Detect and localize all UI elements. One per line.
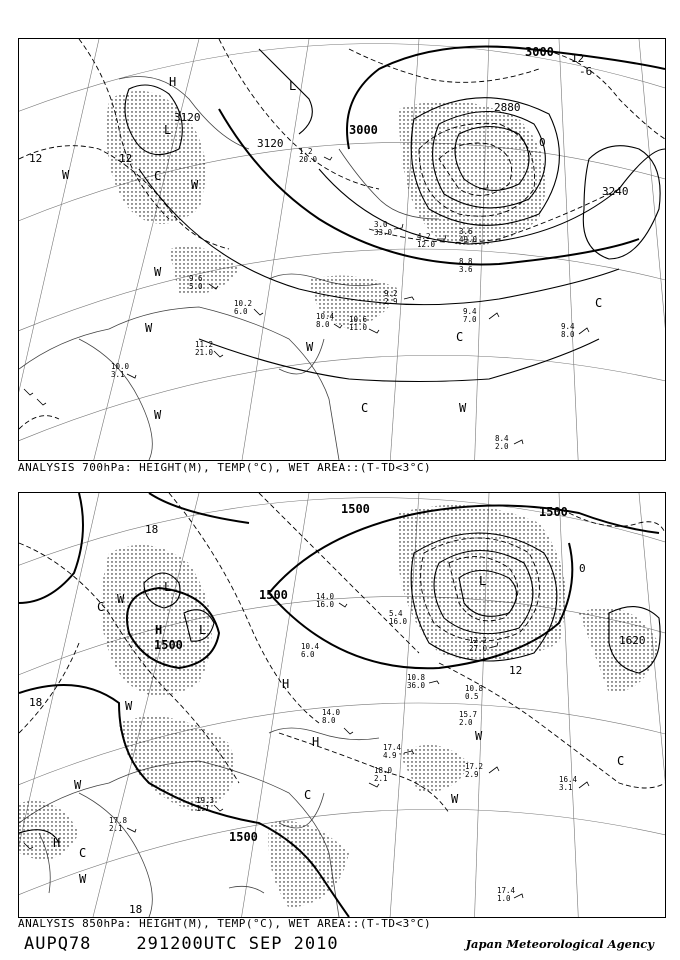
- svg-text:3.1: 3.1: [559, 783, 573, 792]
- warm-center: W: [154, 265, 162, 279]
- svg-text:27.0: 27.0: [469, 644, 488, 653]
- svg-text:21.0: 21.0: [195, 348, 214, 357]
- bulletin-code: AUPQ78: [24, 934, 92, 954]
- svg-text:10.6: 10.6: [349, 315, 368, 324]
- station-plot: [316, 592, 335, 609]
- svg-text:17.4: 17.4: [497, 886, 516, 895]
- contour-label: 1500: [539, 505, 568, 519]
- warm-center: W: [62, 168, 70, 182]
- station-plot: [495, 434, 509, 451]
- svg-text:6.0: 6.0: [301, 650, 315, 659]
- svg-text:12.0: 12.0: [417, 240, 436, 249]
- cold-center: C: [595, 296, 603, 310]
- svg-text:10.2: 10.2: [234, 299, 253, 308]
- contour-label: 1620: [619, 634, 646, 647]
- warm-center: W: [306, 340, 314, 354]
- svg-text:2.9: 2.9: [384, 297, 398, 306]
- low-center: L: [289, 79, 297, 93]
- svg-text:3.0: 3.0: [374, 220, 388, 229]
- svg-text:12.2: 12.2: [469, 636, 488, 645]
- warm-center: W: [475, 729, 483, 743]
- contour-label: 3240: [602, 185, 629, 198]
- svg-text:14.0: 14.0: [322, 708, 341, 717]
- bulletin-header: [24, 934, 339, 954]
- svg-text:5.4: 5.4: [389, 609, 403, 618]
- high-center: H: [282, 677, 290, 691]
- map-caption-850hpa: ANALYSIS 850hPa: HEIGHT(M), TEMP(°C), WET AREA::(T-TD<3°C): [18, 917, 432, 930]
- svg-text:10.4: 10.4: [301, 642, 320, 651]
- svg-text:9.2: 9.2: [384, 289, 398, 298]
- svg-text:9.4: 9.4: [463, 307, 477, 316]
- station-plot: [559, 775, 578, 792]
- contour-label: 0: [539, 136, 546, 149]
- svg-text:49.0: 49.0: [459, 235, 478, 244]
- contour-label: 3000: [349, 123, 378, 137]
- low-center: L: [164, 580, 172, 594]
- cold-center: C: [617, 754, 625, 768]
- map-panel-700hpa: [18, 38, 666, 461]
- high-center: H: [155, 623, 163, 637]
- cold-center: C: [79, 846, 87, 860]
- station-plot: [189, 274, 203, 291]
- svg-text:0.5: 0.5: [465, 692, 479, 701]
- svg-text:17.8: 17.8: [109, 816, 128, 825]
- station-plot: [299, 147, 318, 164]
- svg-text:4.9: 4.9: [383, 751, 397, 760]
- contour-label: 1500: [259, 588, 288, 602]
- svg-text:2.9: 2.9: [465, 770, 479, 779]
- contour-label: 1500: [229, 830, 258, 844]
- svg-text:5.0: 5.0: [189, 282, 203, 291]
- station-plot: [234, 299, 252, 316]
- station-plot: [374, 220, 393, 237]
- svg-text:33.0: 33.0: [374, 228, 393, 237]
- high-center: H: [53, 836, 61, 850]
- svg-text:2.0: 2.0: [459, 718, 473, 727]
- svg-text:1.2: 1.2: [299, 147, 313, 156]
- station-plot: [465, 762, 483, 779]
- station-plot: [459, 710, 477, 727]
- svg-text:20.0: 20.0: [299, 155, 318, 164]
- contour-label: 2880: [494, 101, 521, 114]
- svg-text:10.0: 10.0: [111, 362, 130, 371]
- contour-label: 18: [29, 696, 43, 709]
- warm-center: W: [125, 699, 133, 713]
- svg-text:9.6: 9.6: [189, 274, 203, 283]
- height-contours: [125, 47, 665, 382]
- svg-text:16.0: 16.0: [389, 617, 408, 626]
- low-center: L: [199, 623, 207, 637]
- contour-label: -6: [579, 65, 593, 78]
- svg-text:1.0: 1.0: [497, 894, 511, 903]
- cold-center: C: [456, 330, 464, 344]
- bulletin-datetime: 291200UTC SEP 2010: [136, 934, 339, 954]
- warm-center: W: [451, 792, 459, 806]
- cold-center: C: [97, 600, 105, 614]
- station-plot: [384, 289, 398, 306]
- svg-text:6.0: 6.0: [234, 307, 248, 316]
- svg-text:17.4: 17.4: [383, 743, 402, 752]
- svg-text:11.0: 11.0: [349, 323, 368, 332]
- svg-text:8.0: 8.0: [316, 320, 330, 329]
- station-plot: [463, 307, 477, 324]
- svg-text:2.1: 2.1: [109, 824, 123, 833]
- contour-label: 12: [119, 152, 133, 165]
- warm-center: W: [79, 872, 87, 886]
- svg-text:15.7: 15.7: [459, 710, 478, 719]
- warm-center: W: [459, 401, 467, 415]
- svg-text:10.8: 10.8: [465, 684, 484, 693]
- station-plot: [195, 340, 214, 357]
- high-center: H: [169, 75, 177, 89]
- station-plot: [322, 708, 341, 725]
- station-plot: [561, 322, 575, 339]
- svg-text:16.0: 16.0: [316, 600, 335, 609]
- agency-name: Japan Meteorological Agency: [465, 937, 654, 951]
- station-plot: [465, 684, 484, 701]
- svg-text:8.0: 8.0: [322, 716, 336, 725]
- svg-text:9.4: 9.4: [561, 322, 575, 331]
- svg-text:16.4: 16.4: [559, 775, 578, 784]
- contour-label: 18: [145, 523, 159, 536]
- contour-label: 1500: [341, 502, 370, 516]
- svg-text:8.0: 8.0: [561, 330, 575, 339]
- station-plot: [497, 886, 516, 903]
- contour-label: 0: [579, 562, 586, 575]
- contour-label: 12: [509, 664, 523, 677]
- low-center: L: [164, 123, 172, 137]
- warm-center: W: [154, 408, 162, 422]
- station-plot: [349, 315, 368, 332]
- svg-text:4.2: 4.2: [417, 232, 431, 241]
- svg-text:3.1: 3.1: [111, 370, 125, 379]
- svg-text:3.6: 3.6: [459, 227, 473, 236]
- warm-center: W: [191, 178, 199, 192]
- station-plot: [316, 312, 335, 329]
- low-center: L: [479, 574, 487, 588]
- station-plot: [407, 673, 426, 690]
- contour-label: 12: [29, 152, 43, 165]
- station-plot: [111, 362, 130, 379]
- station-plot: [374, 766, 393, 783]
- svg-text:18.0: 18.0: [374, 766, 393, 775]
- contour-label: 1500: [154, 638, 183, 652]
- station-plot: [417, 232, 436, 249]
- contour-label: 3000: [525, 45, 554, 59]
- station-plot: [389, 609, 408, 626]
- svg-text:17.2: 17.2: [465, 762, 484, 771]
- station-plot: [459, 257, 473, 274]
- svg-text:14.0: 14.0: [316, 592, 335, 601]
- station-plot: [301, 642, 320, 659]
- map-700hpa: [19, 39, 665, 460]
- warm-center: W: [117, 592, 125, 606]
- map-850hpa: [19, 493, 665, 917]
- contour-label: 3120: [257, 137, 284, 150]
- svg-text:2.0: 2.0: [495, 442, 509, 451]
- contour-label: 18: [129, 903, 143, 916]
- svg-text:7.0: 7.0: [463, 315, 477, 324]
- map-panel-850hpa: [18, 492, 666, 918]
- map-caption-700hpa: ANALYSIS 700hPa: HEIGHT(M), TEMP(°C), WET AREA::(T-TD<3°C): [18, 461, 432, 474]
- cold-center: C: [154, 169, 162, 183]
- warm-center: W: [145, 321, 153, 335]
- contour-label: 3120: [174, 111, 201, 124]
- svg-text:2.1: 2.1: [374, 774, 388, 783]
- cold-center: C: [361, 401, 369, 415]
- svg-text:19.3: 19.3: [196, 796, 215, 805]
- station-plot: [383, 743, 402, 760]
- high-center: H: [312, 735, 320, 749]
- svg-text:1.1: 1.1: [196, 804, 210, 813]
- svg-text:3.6: 3.6: [459, 265, 473, 274]
- warm-center: W: [74, 778, 82, 792]
- contour-label: 12: [571, 52, 585, 65]
- svg-text:10.8: 10.8: [407, 673, 426, 682]
- svg-text:10.4: 10.4: [316, 312, 335, 321]
- station-plot: [469, 636, 488, 653]
- svg-text:11.2: 11.2: [195, 340, 214, 349]
- svg-text:8.4: 8.4: [495, 434, 509, 443]
- cold-center: C: [304, 788, 312, 802]
- svg-text:36.0: 36.0: [407, 681, 426, 690]
- svg-text:8.8: 8.8: [459, 257, 473, 266]
